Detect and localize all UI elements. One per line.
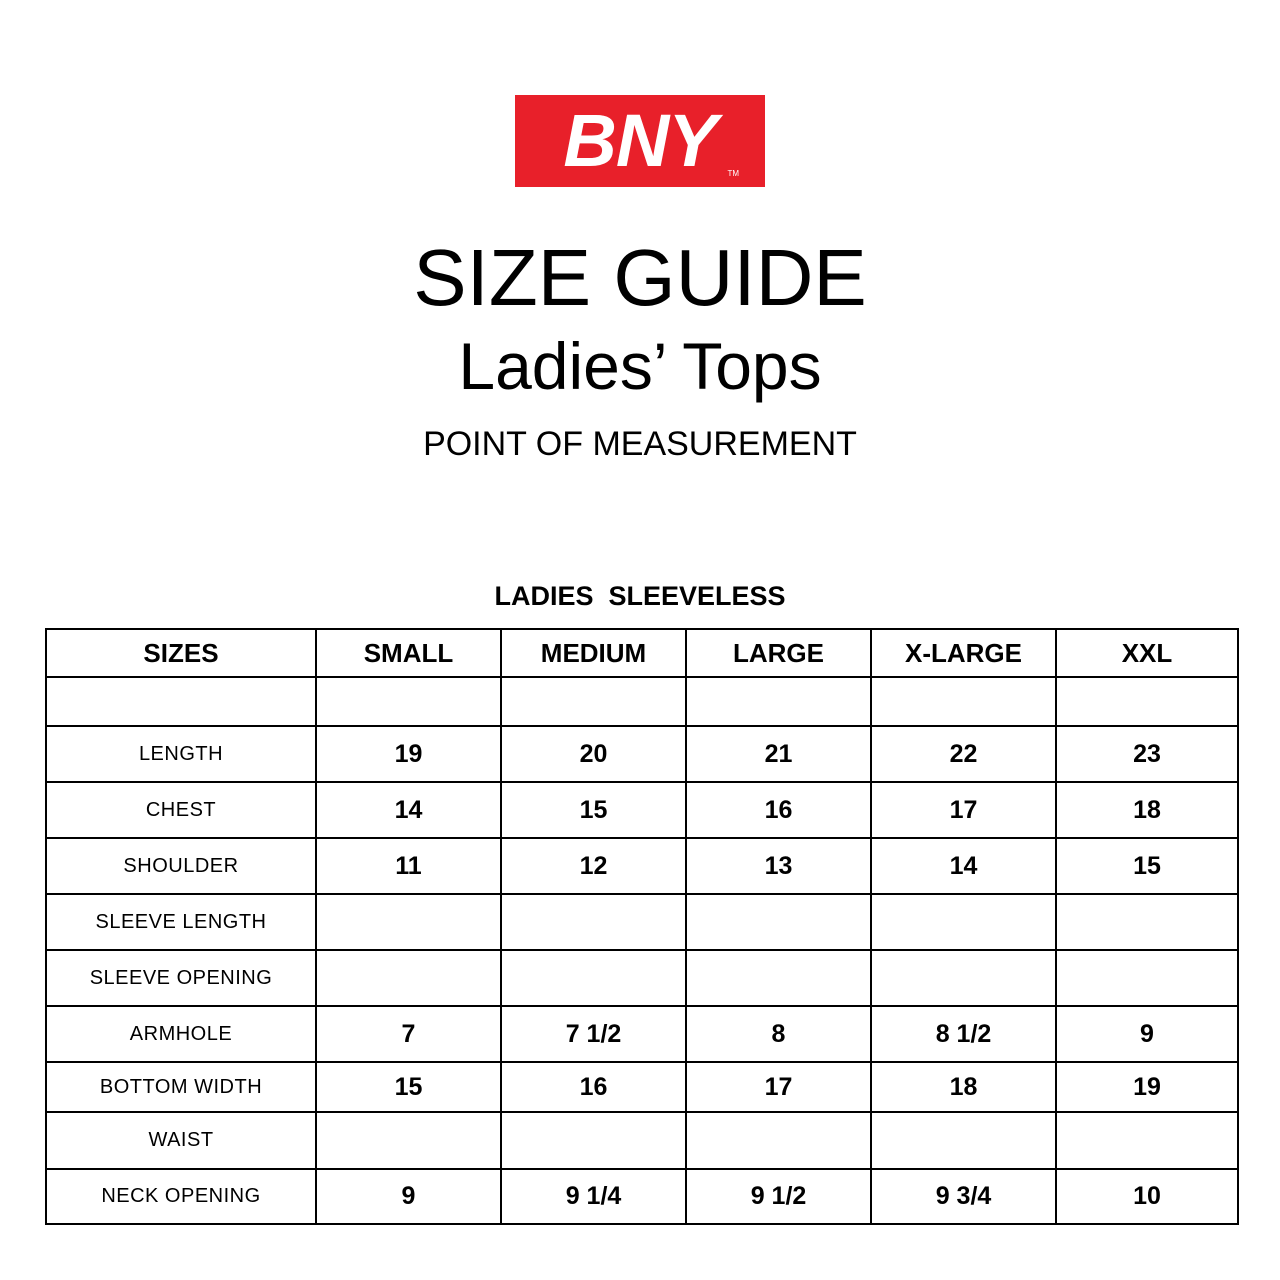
row-label: SLEEVE OPENING <box>46 950 316 1006</box>
value-cell: 18 <box>871 1062 1056 1112</box>
header-cell: MEDIUM <box>501 629 686 677</box>
value-cell <box>316 677 501 726</box>
table-row <box>46 1006 1238 1062</box>
value-cell: 7 <box>316 1006 501 1062</box>
table-title: LADIES SLEEVELESS <box>494 581 786 611</box>
row-label: LENGTH <box>46 726 316 782</box>
value-cell <box>1056 677 1238 726</box>
table-header-row <box>46 629 1238 677</box>
value-cell: 9 <box>1056 1006 1238 1062</box>
header-cell: X-LARGE <box>871 629 1056 677</box>
row-label: NECK OPENING <box>46 1169 316 1224</box>
row-label: BOTTOM WIDTH <box>46 1062 316 1112</box>
value-cell <box>316 894 501 950</box>
value-cell <box>686 894 871 950</box>
value-cell: 17 <box>686 1062 871 1112</box>
value-cell: 16 <box>686 782 871 838</box>
table-row <box>46 950 1238 1006</box>
page-subtitle: Ladies’ Tops <box>458 329 822 403</box>
value-cell: 15 <box>1056 838 1238 894</box>
value-cell: 15 <box>316 1062 501 1112</box>
value-cell: 15 <box>501 782 686 838</box>
value-cell: 14 <box>316 782 501 838</box>
value-cell: 22 <box>871 726 1056 782</box>
trademark-mark: TM <box>727 169 739 178</box>
value-cell <box>501 894 686 950</box>
value-cell <box>686 950 871 1006</box>
header-cell: LARGE <box>686 629 871 677</box>
row-label: CHEST <box>46 782 316 838</box>
header-cell: SMALL <box>316 629 501 677</box>
value-cell <box>871 950 1056 1006</box>
value-cell: 11 <box>316 838 501 894</box>
header-cell: SIZES <box>46 629 316 677</box>
value-cell: 9 <box>316 1169 501 1224</box>
value-cell: 19 <box>316 726 501 782</box>
value-cell <box>1056 950 1238 1006</box>
value-cell <box>1056 894 1238 950</box>
value-cell: 12 <box>501 838 686 894</box>
size-table <box>45 628 1239 1225</box>
value-cell <box>501 677 686 726</box>
value-cell: 18 <box>1056 782 1238 838</box>
value-cell: 9 1/4 <box>501 1169 686 1224</box>
value-cell: 23 <box>1056 726 1238 782</box>
row-label: ARMHOLE <box>46 1006 316 1062</box>
row-label: SLEEVE LENGTH <box>46 894 316 950</box>
logo-text: BNY <box>563 99 717 182</box>
value-cell: 14 <box>871 838 1056 894</box>
table-row <box>46 894 1238 950</box>
value-cell: 8 1/2 <box>871 1006 1056 1062</box>
page-title: SIZE GUIDE <box>413 233 867 322</box>
value-cell <box>871 1112 1056 1169</box>
table-row <box>46 782 1238 838</box>
value-cell <box>871 894 1056 950</box>
section-label: POINT OF MEASUREMENT <box>423 425 857 463</box>
header-cell: XXL <box>1056 629 1238 677</box>
table-row <box>46 838 1238 894</box>
value-cell: 10 <box>1056 1169 1238 1224</box>
value-cell <box>501 1112 686 1169</box>
row-label: WAIST <box>46 1112 316 1169</box>
value-cell: 8 <box>686 1006 871 1062</box>
value-cell: 17 <box>871 782 1056 838</box>
row-label: SHOULDER <box>46 838 316 894</box>
value-cell <box>686 677 871 726</box>
value-cell <box>871 677 1056 726</box>
value-cell <box>1056 1112 1238 1169</box>
brand-logo <box>515 95 765 187</box>
value-cell: 16 <box>501 1062 686 1112</box>
value-cell <box>316 1112 501 1169</box>
value-cell <box>501 950 686 1006</box>
value-cell: 13 <box>686 838 871 894</box>
value-cell: 9 1/2 <box>686 1169 871 1224</box>
table-row <box>46 1112 1238 1169</box>
value-cell: 9 3/4 <box>871 1169 1056 1224</box>
table-row <box>46 1169 1238 1224</box>
row-label <box>46 677 316 726</box>
value-cell: 20 <box>501 726 686 782</box>
table-row <box>46 1062 1238 1112</box>
table-row <box>46 677 1238 726</box>
value-cell <box>316 950 501 1006</box>
value-cell: 7 1/2 <box>501 1006 686 1062</box>
table-row <box>46 726 1238 782</box>
value-cell <box>686 1112 871 1169</box>
value-cell: 19 <box>1056 1062 1238 1112</box>
value-cell: 21 <box>686 726 871 782</box>
